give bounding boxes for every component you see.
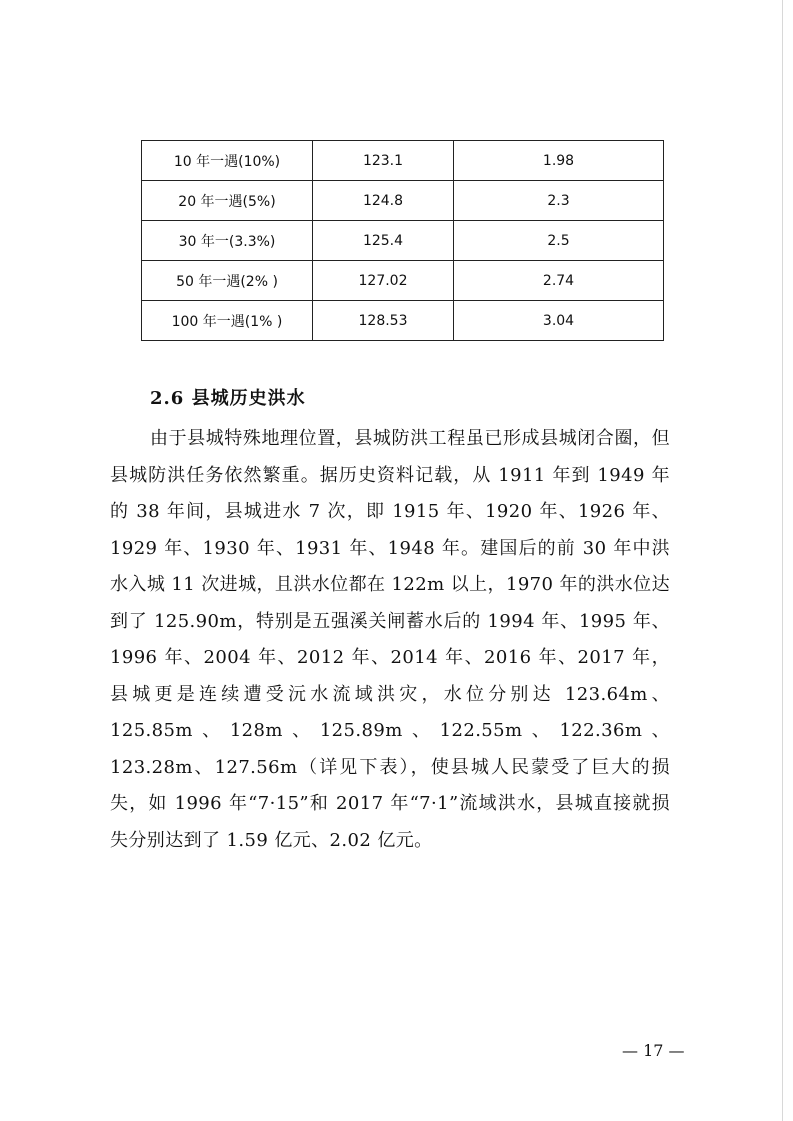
table-row [142,141,664,181]
table-row [142,261,664,301]
table-row [142,301,664,341]
value-cell: 2.74 [454,261,664,301]
section-paragraph: 由于县城特殊地理位置，县城防洪工程虽已形成县城闭合圈，但县城防洪任务依然繁重。据历史资料记载，从 1911 年到 1949 年的 38 年间，县城进水 7 次，即 1915 年、1920 年、1926 年、1929 年、1930 年、1931 年、1948 年。建国后的前 30 年中洪水入城 11 次进城，且洪水位都在 122m 以上，1970 年的洪水位达到了 125.90m，特别是五强溪关闸蓄水后的 1994 年、1995 年、1996 年、2004 年、2012 年、2014 年、2016 年、2017 年，县城更是连续遭受沅水流域洪灾，水位分别达 123.64m、125.85m、128m、125.89m、122.55m、122.36m、123.28m、127.56m（详见下表），使县城人民蒙受了巨大的损失，如 1996 年“7·15”和 2017 年“7·1”流域洪水，县城直接就损失分别达到了 1.59 亿元、2.02 亿元。 [110,428,670,851]
water-level-cell: 128.53 [313,301,454,341]
water-level-cell: 123.1 [313,141,454,181]
frequency-cell: 30 年一(3.3%) [142,221,313,261]
frequency-cell: 20 年一遇(5%) [142,181,313,221]
page-edge-line [782,0,783,1121]
value-cell: 2.3 [454,181,664,221]
value-cell: 1.98 [454,141,664,181]
page-number: — 17 — [622,1041,685,1060]
frequency-cell: 50 年一遇(2% ) [142,261,313,301]
frequency-cell: 100 年一遇(1% ) [142,301,313,341]
water-level-cell: 127.02 [313,261,454,301]
table-row [142,181,664,221]
value-cell: 2.5 [454,221,664,261]
water-level-cell: 125.4 [313,221,454,261]
section-heading: 2.6 县城历史洪水 [150,388,306,409]
flood-frequency-table [141,140,664,341]
table-row [142,221,664,261]
water-level-cell: 124.8 [313,181,454,221]
frequency-cell: 10 年一遇(10%) [142,141,313,181]
value-cell: 3.04 [454,301,664,341]
